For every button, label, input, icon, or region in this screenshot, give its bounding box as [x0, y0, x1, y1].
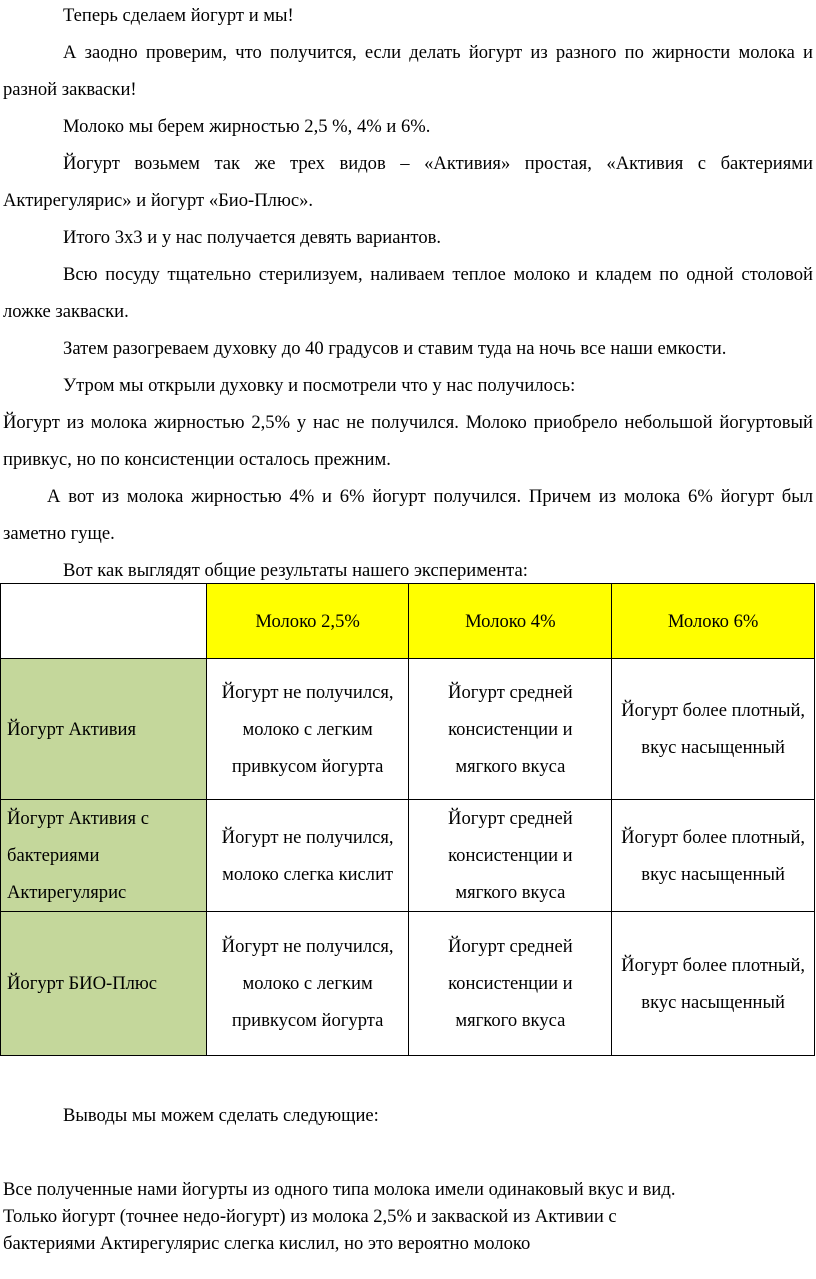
table-row — [1, 800, 815, 912]
paragraph-conclusion-1: Все полученные нами йогурты из одного типа молока имели одинаковый вкус и вид. — [3, 1179, 676, 1200]
table-header-row — [1, 584, 815, 659]
table-row — [1, 659, 815, 800]
table-cell: Йогурт более плотный, вкус насыщенный — [612, 912, 815, 1056]
table-cell: Йогурт не получился, молоко с легким привкусом йогурта — [206, 659, 409, 800]
table-corner-cell — [1, 584, 207, 659]
row-header-activia-actiregularis: Йогурт Активия с бактериями Актирегулярис — [1, 800, 207, 912]
row-header-activia: Йогурт Активия — [1, 659, 207, 800]
table-cell: Йогурт средней консистенции и мягкого вкуса — [409, 800, 612, 912]
paragraph-oven: Затем разогреваем духовку до 40 градусов и ставим туда на ночь все наши емкости. — [63, 338, 727, 359]
column-header-milk-25: Молоко 2,5% — [206, 584, 409, 659]
paragraph-conclusion-3: бактериями Актирегулярис слегка кислил, но это вероятно молоко — [3, 1233, 531, 1254]
paragraph-result-25: Йогурт из молока жирностью 2,5% у нас не получился. Молоко приобрело небольшой йогуртовый привкус, но по консистенции осталось прежним. — [3, 412, 813, 470]
table-cell: Йогурт не получился, молоко слегка кислит — [206, 800, 409, 912]
paragraph-variants: Итого 3х3 и у нас получается девять вариантов. — [63, 227, 442, 248]
table-cell: Йогурт более плотный, вкус насыщенный — [612, 800, 815, 912]
table-cell: Йогурт средней консистенции и мягкого вкуса — [409, 659, 612, 800]
results-table — [0, 583, 815, 1056]
paragraph-conclusion-2: Только йогурт (точнее недо-йогурт) из молока 2,5% и закваской из Активии с — [3, 1206, 617, 1227]
paragraph-goal: А заодно проверим, что получится, если делать йогурт из разного по жирности молока и разной закваски! — [3, 42, 813, 100]
table-cell: Йогурт не получился, молоко с легким привкусом йогурта — [206, 912, 409, 1056]
table-cell: Йогурт средней консистенции и мягкого вкуса — [409, 912, 612, 1056]
column-header-milk-4: Молоко 4% — [409, 584, 612, 659]
paragraph-intro: Теперь сделаем йогурт и мы! — [63, 5, 294, 26]
paragraph-result-4-6: А вот из молока жирностью 4% и 6% йогурт получился. Причем из молока 6% йогурт был заметно гуще. — [3, 486, 813, 544]
row-header-bio-plus: Йогурт БИО-Плюс — [1, 912, 207, 1056]
paragraph-sterilize: Всю посуду тщательно стерилизуем, наливаем теплое молоко и кладем по одной столовой ложке закваски. — [3, 264, 813, 322]
paragraph-yogurt-types: Йогурт возьмем так же трех видов – «Активия» простая, «Активия с бактериями Актирегулярис» и йогурт «Био-Плюс». — [3, 153, 813, 211]
table-row — [1, 912, 815, 1056]
paragraph-morning: Утром мы открыли духовку и посмотрели что у нас получилось: — [63, 375, 576, 396]
column-header-milk-6: Молоко 6% — [612, 584, 815, 659]
table-cell: Йогурт более плотный, вкус насыщенный — [612, 659, 815, 800]
paragraph-milk: Молоко мы берем жирностью 2,5 %, 4% и 6%. — [63, 116, 431, 137]
paragraph-conclusions-heading: Выводы мы можем сделать следующие: — [63, 1105, 379, 1126]
paragraph-table-intro: Вот как выглядят общие результаты нашего эксперимента: — [63, 560, 528, 581]
